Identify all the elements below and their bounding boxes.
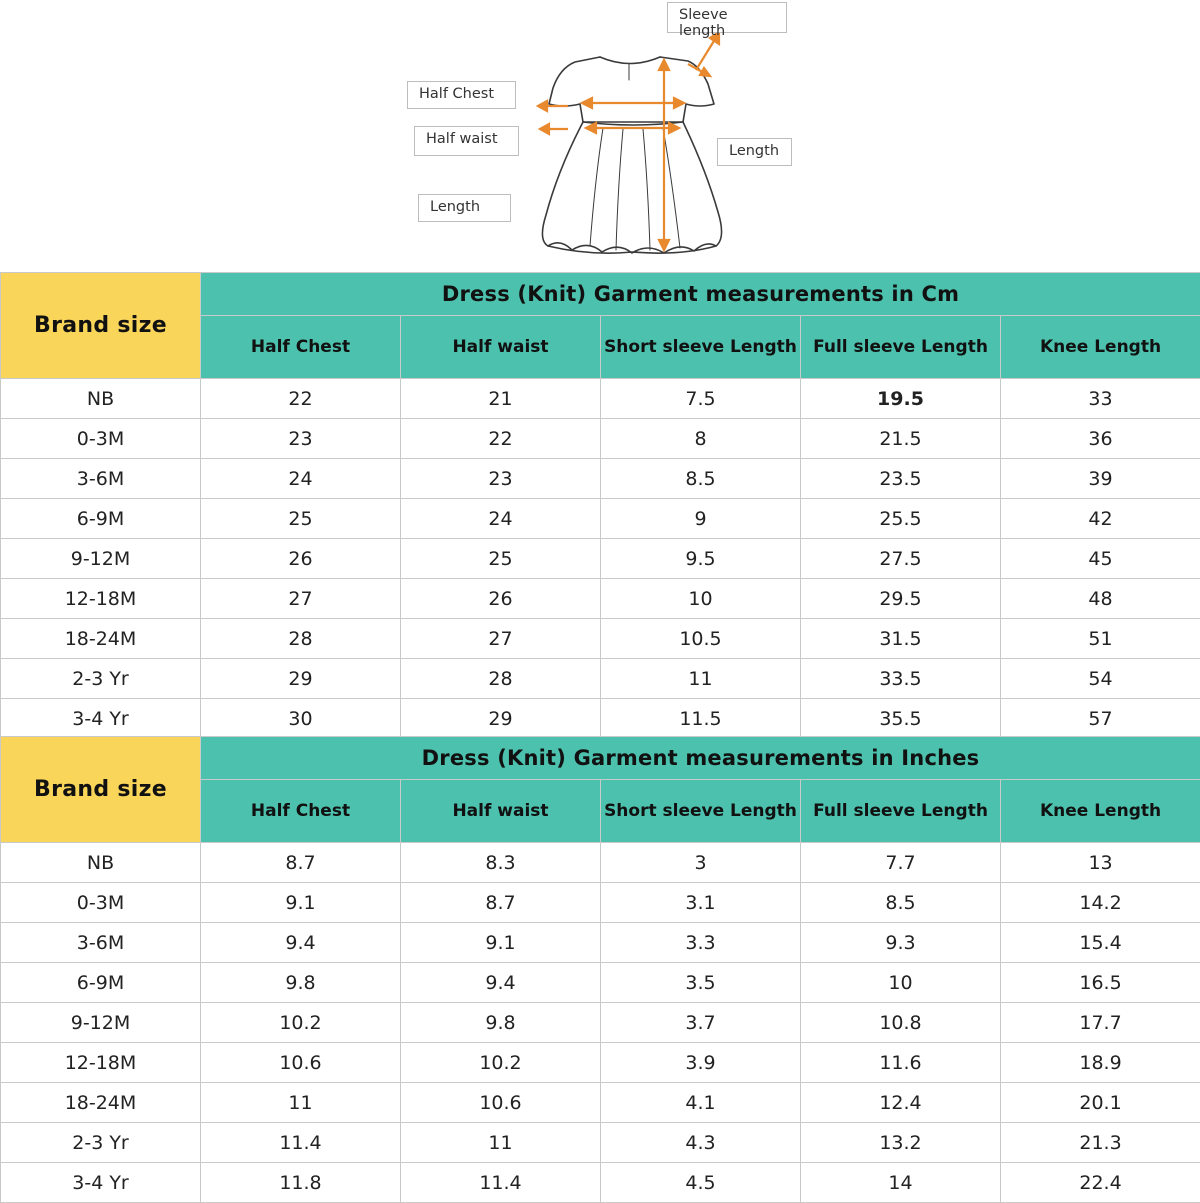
table-row [1, 499, 1200, 539]
measurement-cell: 11 [201, 1083, 401, 1123]
measurement-cell: 28 [201, 619, 401, 659]
measurement-cell: 33 [1001, 379, 1200, 419]
measurement-cell: 11.8 [201, 1163, 401, 1203]
table-row [1, 1163, 1200, 1203]
column-header-half-chest: Half Chest [201, 780, 401, 843]
table-row [1, 539, 1200, 579]
table-row [1, 459, 1200, 499]
measurement-cell: 10.6 [201, 1043, 401, 1083]
brand-size-cell: 9-12M [1, 1003, 201, 1043]
measurement-cell: 9 [601, 499, 801, 539]
measurement-cell: 35.5 [801, 699, 1001, 739]
measurement-cell: 8.3 [401, 843, 601, 883]
measurement-cell: 9.4 [401, 963, 601, 1003]
measurement-cell: 3.5 [601, 963, 801, 1003]
column-header-short-sleeve-length: Short sleeve Length [601, 316, 801, 379]
length-left-callout: Length [418, 194, 511, 222]
measurement-cell: 3.1 [601, 883, 801, 923]
measurement-cell: 18.9 [1001, 1043, 1200, 1083]
brand-size-header: Brand size [1, 273, 201, 379]
measurement-cell: 29 [401, 699, 601, 739]
table-row [1, 1043, 1200, 1083]
measurement-cell: 11.6 [801, 1043, 1001, 1083]
measurement-cell: 21.3 [1001, 1123, 1200, 1163]
table-row [1, 659, 1200, 699]
measurement-cell: 9.1 [401, 923, 601, 963]
half-waist-callout: Half waist [414, 126, 519, 156]
measurement-cell: 54 [1001, 659, 1200, 699]
measurement-cell: 24 [401, 499, 601, 539]
table-row [1, 1123, 1200, 1163]
column-header-knee-length: Knee Length [1001, 316, 1200, 379]
measurement-cell: 33.5 [801, 659, 1001, 699]
column-header-half-waist: Half waist [401, 316, 601, 379]
column-header-knee-length: Knee Length [1001, 780, 1200, 843]
measurement-cell: 10 [601, 579, 801, 619]
table-row [1, 579, 1200, 619]
measurement-cell: 3.3 [601, 923, 801, 963]
brand-size-cell: 3-6M [1, 923, 201, 963]
table-row [1, 1083, 1200, 1123]
measurement-cell: 26 [201, 539, 401, 579]
measurement-cell: 57 [1001, 699, 1200, 739]
measurement-cell: 7.7 [801, 843, 1001, 883]
measurement-cell: 9.5 [601, 539, 801, 579]
measurement-cell: 25.5 [801, 499, 1001, 539]
table-row [1, 923, 1200, 963]
measurement-cell: 11.4 [401, 1163, 601, 1203]
measurement-cell: 3.7 [601, 1003, 801, 1043]
brand-size-header: Brand size [1, 737, 201, 843]
table-row [1, 619, 1200, 659]
brand-size-cell: 0-3M [1, 883, 201, 923]
measurement-cell: 4.3 [601, 1123, 801, 1163]
measurement-cell: 9.1 [201, 883, 401, 923]
dress-outline-icon [0, 0, 1200, 272]
measurement-cell: 13 [1001, 843, 1200, 883]
cm-table-body [1, 379, 1200, 739]
measurement-cell: 9.8 [401, 1003, 601, 1043]
brand-size-cell: 0-3M [1, 419, 201, 459]
measurement-cell: 23 [201, 419, 401, 459]
length-right-callout: Length [717, 138, 792, 166]
column-header-full-sleeve-length: Full sleeve Length [801, 316, 1001, 379]
sleeve-length-callout: Sleeve length [667, 2, 787, 33]
brand-size-cell: 2-3 Yr [1, 659, 201, 699]
measurement-cell: 4.5 [601, 1163, 801, 1203]
measurement-cell: 27.5 [801, 539, 1001, 579]
measurement-cell: 36 [1001, 419, 1200, 459]
measurement-cell: 12.4 [801, 1083, 1001, 1123]
measurement-cell: 14.2 [1001, 883, 1200, 923]
measurement-cell: 25 [401, 539, 601, 579]
brand-size-cell: 3-4 Yr [1, 1163, 201, 1203]
measurement-cell: 22 [401, 419, 601, 459]
brand-size-cell: NB [1, 843, 201, 883]
measurement-cell: 11 [601, 659, 801, 699]
measurement-cell: 21.5 [801, 419, 1001, 459]
column-header-half-chest: Half Chest [201, 316, 401, 379]
measurement-cell: 23.5 [801, 459, 1001, 499]
column-header-short-sleeve-length: Short sleeve Length [601, 780, 801, 843]
measurement-cell: 10.2 [201, 1003, 401, 1043]
table-row [1, 883, 1200, 923]
inch-table-body [1, 843, 1200, 1203]
measurement-cell: 4.1 [601, 1083, 801, 1123]
measurement-cell: 3 [601, 843, 801, 883]
measurement-cell: 39 [1001, 459, 1200, 499]
brand-size-cell: 9-12M [1, 539, 201, 579]
table-row [1, 379, 1200, 419]
measurement-cell: 21 [401, 379, 601, 419]
measurement-cell: 42 [1001, 499, 1200, 539]
brand-size-cell: 18-24M [1, 1083, 201, 1123]
brand-size-cell: 2-3 Yr [1, 1123, 201, 1163]
table-row [1, 1003, 1200, 1043]
table-row [1, 699, 1200, 739]
measurement-cell: 17.7 [1001, 1003, 1200, 1043]
measurement-cell: 9.8 [201, 963, 401, 1003]
table-title: Dress (Knit) Garment measurements in Inches [201, 737, 1200, 780]
measurement-cell: 16.5 [1001, 963, 1200, 1003]
column-header-half-waist: Half waist [401, 780, 601, 843]
table-row [1, 963, 1200, 1003]
brand-size-cell: NB [1, 379, 201, 419]
measurement-cell: 11.5 [601, 699, 801, 739]
measurement-cell: 11 [401, 1123, 601, 1163]
measurement-cell: 20.1 [1001, 1083, 1200, 1123]
table-title: Dress (Knit) Garment measurements in Cm [201, 273, 1200, 316]
measurement-cell: 24 [201, 459, 401, 499]
measurement-cell: 14 [801, 1163, 1001, 1203]
brand-size-cell: 6-9M [1, 963, 201, 1003]
measurement-cell: 10.8 [801, 1003, 1001, 1043]
measurement-cell: 22 [201, 379, 401, 419]
column-header-full-sleeve-length: Full sleeve Length [801, 780, 1001, 843]
measurement-cell: 10.6 [401, 1083, 601, 1123]
measurement-cell: 15.4 [1001, 923, 1200, 963]
cm-measurement-table [0, 272, 1200, 739]
measurement-cell: 28 [401, 659, 601, 699]
measurement-cell: 25 [201, 499, 401, 539]
measurement-cell: 26 [401, 579, 601, 619]
measurement-cell: 8.5 [801, 883, 1001, 923]
measurement-cell: 10.2 [401, 1043, 601, 1083]
brand-size-cell: 12-18M [1, 1043, 201, 1083]
half-chest-callout: Half Chest [407, 81, 516, 109]
measurement-cell: 10.5 [601, 619, 801, 659]
measurement-cell: 19.5 [801, 379, 1001, 419]
measurement-cell: 45 [1001, 539, 1200, 579]
measurement-cell: 8.7 [401, 883, 601, 923]
measurement-cell: 29.5 [801, 579, 1001, 619]
measurement-cell: 3.9 [601, 1043, 801, 1083]
measurement-cell: 7.5 [601, 379, 801, 419]
measurement-cell: 22.4 [1001, 1163, 1200, 1203]
table-row [1, 843, 1200, 883]
measurement-cell: 8 [601, 419, 801, 459]
measurement-cell: 9.4 [201, 923, 401, 963]
measurement-cell: 11.4 [201, 1123, 401, 1163]
brand-size-cell: 3-6M [1, 459, 201, 499]
measurement-cell: 23 [401, 459, 601, 499]
brand-size-cell: 18-24M [1, 619, 201, 659]
measurement-cell: 13.2 [801, 1123, 1001, 1163]
measurement-cell: 31.5 [801, 619, 1001, 659]
measurement-cell: 27 [201, 579, 401, 619]
measurement-cell: 27 [401, 619, 601, 659]
measurement-cell: 29 [201, 659, 401, 699]
measurement-cell: 51 [1001, 619, 1200, 659]
measurement-cell: 8.7 [201, 843, 401, 883]
inch-measurement-table [0, 736, 1200, 1203]
table-row [1, 419, 1200, 459]
measurement-diagram [0, 0, 1200, 272]
measurement-cell: 48 [1001, 579, 1200, 619]
brand-size-cell: 3-4 Yr [1, 699, 201, 739]
measurement-cell: 9.3 [801, 923, 1001, 963]
brand-size-cell: 6-9M [1, 499, 201, 539]
measurement-cell: 8.5 [601, 459, 801, 499]
measurement-cell: 10 [801, 963, 1001, 1003]
brand-size-cell: 12-18M [1, 579, 201, 619]
measurement-cell: 30 [201, 699, 401, 739]
